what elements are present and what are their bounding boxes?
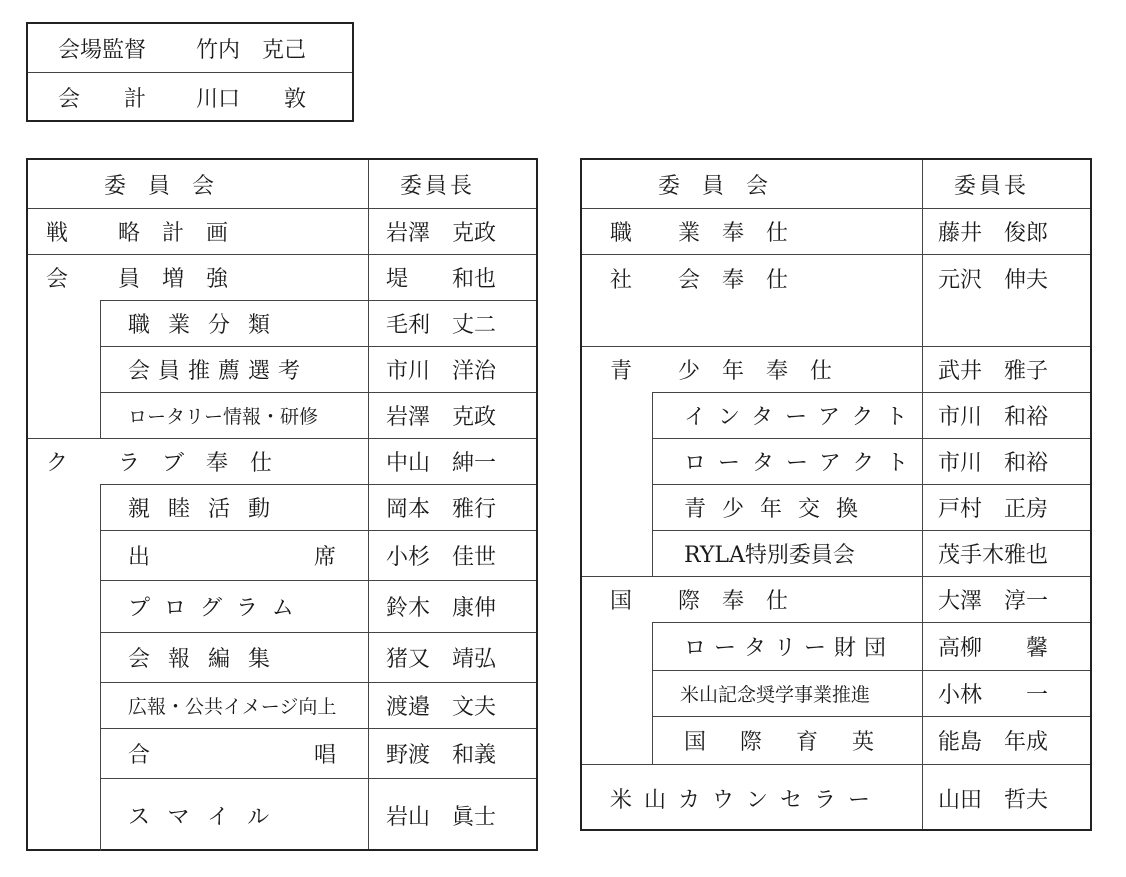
- subcommittee-label: インターアクト: [684, 405, 920, 430]
- table-row: [582, 346, 1090, 392]
- committee-label: 員 増 強: [118, 267, 229, 292]
- staff-name: 竹内 克己: [196, 37, 307, 63]
- table-row: [100, 728, 536, 778]
- chair-name: 堤 和也: [386, 267, 497, 292]
- subcommittee-label: 米山記念奨学事業推進: [680, 684, 871, 706]
- committee-label: 会 奉 仕: [678, 267, 789, 293]
- subcommittee-label: ロータリー財団: [684, 636, 895, 661]
- table-row: [100, 484, 536, 530]
- chair-name: 中山 紳一: [386, 451, 497, 476]
- chair-name: 鈴木 康伸: [386, 596, 497, 621]
- table-row: [100, 530, 536, 580]
- subcommittee-label: 会員推薦選考: [128, 359, 309, 384]
- staff-role: 会場監督: [58, 37, 147, 63]
- chair-name: 大澤 淳一: [938, 589, 1049, 614]
- chair-name: 毛利 丈二: [386, 313, 497, 338]
- table-row: [652, 670, 1090, 716]
- chair-name: 市川 洋治: [386, 359, 497, 384]
- chair-name: 市川 和裕: [938, 451, 1049, 476]
- chair-name: 藤井 俊郎: [938, 221, 1049, 246]
- header-chair: 委員長: [400, 173, 476, 199]
- subcommittee-label: 青少年交換: [684, 497, 875, 522]
- table-row: [100, 632, 536, 682]
- subcommittee-label: RYLA特別委員会: [684, 543, 855, 568]
- subcommittee-label: 職業分類: [128, 313, 289, 338]
- category-char: 社: [610, 267, 633, 293]
- subcommittee-label: 広報・公共イメージ向上: [128, 696, 337, 718]
- chair-name: 高柳 馨: [938, 636, 1049, 661]
- chair-name: 山田 哲夫: [938, 787, 1049, 813]
- chair-name: 岩澤 克政: [386, 405, 497, 430]
- chair-name: 岩山 眞士: [386, 804, 497, 830]
- subcommittee-label: 国際育英: [684, 730, 909, 755]
- chair-name: 戸村 正房: [938, 497, 1049, 522]
- table-row: [28, 208, 536, 254]
- category-char: 国: [610, 589, 633, 614]
- chair-name: 岩澤 克政: [386, 221, 497, 246]
- table-row: [652, 392, 1090, 438]
- subcommittee-label: 親睦活動: [128, 497, 289, 522]
- committee-label: 略 計 画: [118, 221, 229, 246]
- chair-name: 猪又 靖弘: [386, 647, 497, 672]
- chair-name: 野渡 和義: [386, 743, 497, 768]
- table-row: [652, 530, 1090, 576]
- table-row: [652, 716, 1090, 764]
- table-header: [582, 160, 1090, 208]
- subcommittee-label: 合 唱: [128, 743, 377, 768]
- table-row: [652, 622, 1090, 670]
- staff-table: [26, 22, 354, 122]
- staff-role: 会 計: [58, 87, 147, 112]
- committee-label: 少 年 奉 仕: [678, 359, 833, 384]
- table-row: [100, 392, 536, 438]
- chair-name: 茂手木雅也: [938, 543, 1049, 568]
- chair-name: 市川 和裕: [938, 405, 1049, 430]
- table-row: [28, 254, 536, 300]
- category-char: 職: [610, 221, 633, 246]
- chair-name: 元沢 伸夫: [938, 267, 1049, 293]
- table-row: [100, 346, 536, 392]
- category-char: ク: [46, 451, 69, 476]
- committee-label: 業 奉 仕: [678, 221, 789, 246]
- chair-name: 武井 雅子: [938, 359, 1049, 384]
- table-row: [582, 764, 1090, 831]
- table-header: [28, 160, 536, 208]
- table-row: [100, 300, 536, 346]
- subcommittee-label: ロータリー情報・研修: [128, 406, 319, 428]
- chair-name: 小杉 佳世: [386, 545, 497, 570]
- table-row: [100, 580, 536, 632]
- category-char: 戦: [46, 221, 69, 246]
- committee-label: 米山カウンセラー: [610, 787, 883, 813]
- subcommittee-label: 出 席: [128, 545, 377, 570]
- staff-name: 川口 敦: [196, 87, 307, 112]
- table-row: [28, 438, 536, 484]
- header-chair: 委員長: [954, 173, 1030, 199]
- subcommittee-label: スマイル: [128, 804, 288, 830]
- chair-name: 渡邉 文夫: [386, 695, 497, 720]
- subcommittee-label: 会報編集: [128, 647, 289, 672]
- right-committee-table: [580, 158, 1092, 831]
- category-char: 青: [610, 359, 633, 384]
- chair-name: 小林 一: [938, 683, 1049, 708]
- committee-label: ラ ブ 奉 仕: [118, 451, 273, 476]
- table-row: [652, 438, 1090, 484]
- table-row: [582, 254, 1090, 346]
- subcommittee-label: プログラム: [128, 596, 308, 621]
- left-committee-table: [26, 158, 538, 851]
- header-committee: 委 員 会: [658, 173, 769, 199]
- header-committee: 委 員 会: [104, 173, 215, 199]
- table-row: [652, 484, 1090, 530]
- chair-name: 岡本 雅行: [386, 497, 497, 522]
- subcommittee-label: ローターアクト: [684, 451, 921, 476]
- table-row: [100, 682, 536, 728]
- staff-row: [28, 24, 352, 72]
- table-row: [582, 576, 1090, 622]
- committee-label: 際 奉 仕: [678, 589, 789, 614]
- table-row: [100, 778, 536, 851]
- table-row: [582, 208, 1090, 254]
- chair-name: 能島 年成: [938, 730, 1049, 755]
- staff-row: [28, 72, 352, 122]
- category-char: 会: [46, 267, 69, 292]
